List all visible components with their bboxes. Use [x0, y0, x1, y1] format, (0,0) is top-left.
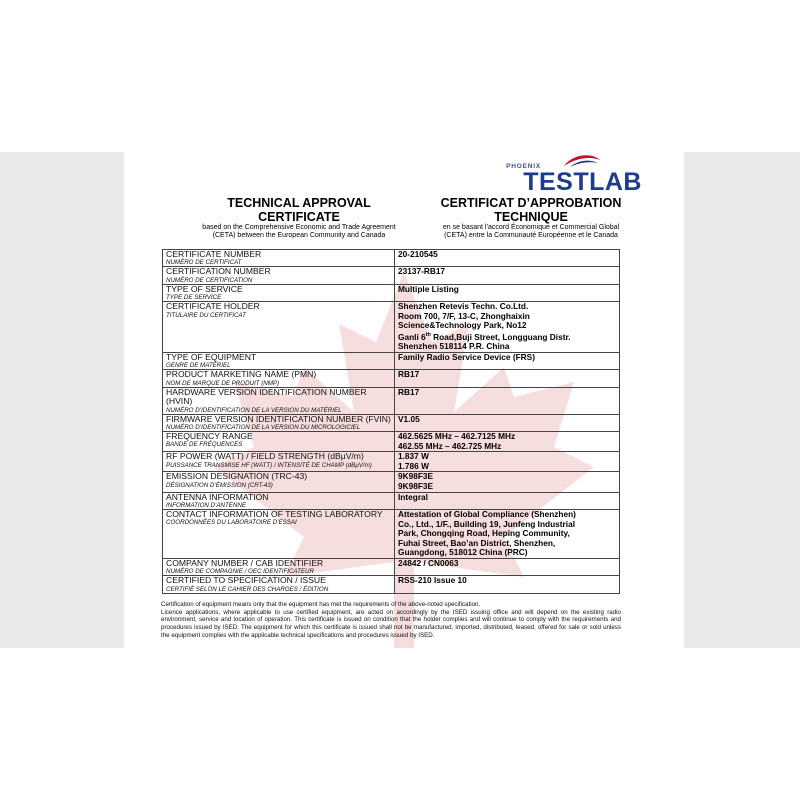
- label-en: ANTENNA INFORMATION: [166, 491, 269, 502]
- table-row: [163, 576, 620, 593]
- label-fr: DÉSIGNATION D’ÉMISSION (CRT-43): [166, 481, 273, 489]
- table-row: [163, 431, 620, 451]
- field-value: [395, 370, 620, 387]
- field-value: [395, 509, 620, 558]
- field-value: [395, 452, 620, 472]
- footer-paragraph: Certification of equipment means only that the equipment has met the requirements of the above-noted specification.: [161, 601, 481, 608]
- label-en: CONTACT INFORMATION OF TESTING LABORATORY: [166, 508, 383, 519]
- label-en: COMPANY NUMBER / CAB IDENTIFIER: [166, 557, 324, 568]
- table-row: [163, 267, 620, 284]
- value-line: Attestation of Global Compliance (Shenzhen): [398, 508, 576, 519]
- label-en: HARDWARE VERSION IDENTIFICATION NUMBER (HVIN): [166, 386, 367, 407]
- label-fr: TYPE DE SERVICE: [166, 294, 222, 302]
- field-value: [395, 267, 620, 284]
- label-fr: GENRE DE MATÉRIEL: [166, 362, 231, 370]
- subtitle-line: en se basant l’accord Économique et Commercial Global: [442, 224, 620, 231]
- table-row: [163, 492, 620, 509]
- value-line: 462.55 MHz – 462.725 MHz: [398, 440, 502, 451]
- value-line: 23137-RB17: [398, 266, 446, 277]
- value-line: Fuhai Street, Bao’an District, Shenzhen,: [398, 537, 556, 548]
- field-label: [163, 352, 395, 369]
- field-value: [395, 558, 620, 575]
- testlab-logo: [492, 154, 642, 196]
- value-line: 1.786 W: [398, 460, 429, 471]
- field-value: [395, 302, 620, 353]
- certificate-page: [124, 152, 684, 648]
- value-line: 20-210545: [398, 249, 438, 259]
- footer-paragraph: Licence applications, where applicable to use certified equipment, are acted on accordingly by the ISED issuing office and will depend on the existing radio environment, service and location of operation. This certificate is issued on condition that the holder complies and will continue to comply with the requirements and procedures issued by ISED. The equipment for which this certificate is issued shall not be manufactured, imported, distributed, leased, offered for sale or sold unless the equipment complies with the applicable technical specifications and procedures issued by ISED.: [161, 608, 621, 639]
- title-line: TECHNICAL APPROVAL: [227, 196, 371, 210]
- label-fr: NUMÉRO DE CERTIFICATION: [166, 276, 253, 284]
- field-label: [163, 250, 395, 267]
- table-row: [163, 387, 620, 414]
- label-en: CERTIFICATE HOLDER: [166, 301, 260, 312]
- title-line: CERTIFICATE: [258, 210, 340, 224]
- value-line: Science&Technology Park, No12: [398, 320, 527, 331]
- label-fr: NOM DE MARQUE DE PRODUIT (NMP): [166, 379, 280, 387]
- table-row: [163, 452, 620, 472]
- field-label: [163, 284, 395, 301]
- label-fr: NUMÉRO DE COMPAGNIE / OEC IDENTIFICATEUR: [166, 568, 314, 576]
- field-label: [163, 472, 395, 492]
- value-line: 462.5625 MHz – 462.7125 MHz: [398, 430, 516, 441]
- field-value: [395, 352, 620, 369]
- table-row: [163, 370, 620, 387]
- label-fr: COORDONNÉES DU LABORATOIRE D’ESSAI: [166, 519, 297, 527]
- table-row: [163, 558, 620, 575]
- subtitle-line: based on the Comprehensive Economic and Trade Agreement: [202, 224, 396, 231]
- field-value: [395, 472, 620, 492]
- table-row: [163, 302, 620, 353]
- field-label: [163, 414, 395, 431]
- field-label: [163, 370, 395, 387]
- field-label: [163, 509, 395, 558]
- value-line: RSS-210 Issue 10: [398, 575, 467, 586]
- table-row: [163, 352, 620, 369]
- field-label: [163, 387, 395, 414]
- value-line: Family Radio Service Device (FRS): [398, 351, 535, 362]
- table-row: [163, 250, 620, 267]
- label-en: CERTIFICATE NUMBER: [166, 249, 262, 259]
- value-line: 9K98F3E: [398, 471, 434, 482]
- value-line: Co., Ltd., 1/F., Building 19, Junfeng Industrial: [398, 518, 576, 529]
- heading-english: [174, 196, 424, 240]
- field-value: [395, 431, 620, 451]
- certificate-table: [162, 249, 620, 594]
- label-en: TYPE OF SERVICE: [166, 283, 243, 294]
- label-en: FREQUENCY RANGE: [166, 430, 253, 441]
- field-value: [395, 284, 620, 301]
- label-en: RF POWER (WATT) / FIELD STRENGTH (dBµV/m): [166, 451, 364, 462]
- value-line: V1.05: [398, 413, 420, 424]
- label-fr: PUISSANCE TRANSMISE HF (WATT) / INTENSITÉ DE CHAMP (dBµV/m): [166, 461, 372, 469]
- subtitle-line: (CETA) entre la Communauté Européenne et le Canada: [444, 232, 618, 239]
- value-line: Guangdong, 518012 China (PRC): [398, 547, 528, 558]
- field-value: [395, 414, 620, 431]
- label-fr: CERTIFIÉ SELON LE CAHIER DES CHARGES / ÉDITION: [166, 585, 329, 593]
- field-label: [163, 452, 395, 472]
- logo-swoosh-icon: [562, 152, 602, 168]
- label-en: CERTIFIED TO SPECIFICATION / ISSUE: [166, 575, 326, 586]
- label-en: FIRMWARE VERSION IDENTIFICATION NUMBER (FVIN): [166, 413, 391, 424]
- value-line: Integral: [398, 491, 428, 502]
- label-fr: TITULAIRE DU CERTIFICAT: [166, 311, 246, 319]
- value-line: Multiple Listing: [398, 283, 459, 294]
- title-line: CERTIFICAT D’APPROBATION: [440, 196, 622, 210]
- label-en: EMISSION DESIGNATION (TRC-43): [166, 471, 308, 482]
- heading-french: [426, 196, 636, 240]
- table-row: [163, 509, 620, 558]
- table-row: [163, 472, 620, 492]
- label-fr: NUMÉRO D’IDENTIFICATION DE LA VERSION DU MATÉRIEL: [166, 406, 342, 414]
- value-line: RB17: [398, 386, 420, 397]
- value-line: Park, Chongqing Road, Heping Community,: [398, 528, 570, 539]
- value-line: 24842 / CN0063: [398, 557, 459, 568]
- label-fr: INFORMATION D’ANTENNE: [166, 501, 246, 509]
- field-label: [163, 492, 395, 509]
- label-fr: NUMÉRO DE CERTIFICAT: [166, 259, 242, 267]
- title-line: TECHNIQUE: [494, 210, 568, 224]
- value-line: Shenzhen 518114 P.R. China: [398, 341, 510, 352]
- footer-notice: [161, 601, 621, 640]
- field-value: [395, 387, 620, 414]
- label-en: PRODUCT MARKETING NAME (PMN): [166, 369, 317, 380]
- value-part: Road,Buji Street, Longguang Distr.: [430, 331, 571, 342]
- field-value: [395, 250, 620, 267]
- value-line: 1.837 W: [398, 451, 429, 462]
- logo-phoenix-text: PHOENIX: [506, 163, 541, 170]
- field-value: [395, 492, 620, 509]
- field-label: [163, 431, 395, 451]
- table-row: [163, 414, 620, 431]
- value-line: Room 700, 7/F, 13-C, Zhonghaixin: [398, 310, 530, 321]
- label-fr: NUMÉRO D’IDENTIFICATION DE LA VERSION DU MICROLOGICIEL: [166, 423, 361, 431]
- subtitle-line: (CETA) between the European Community and Canada: [212, 232, 386, 239]
- field-label: [163, 267, 395, 284]
- logo-testlab-text: TESTLAB: [523, 168, 642, 196]
- label-en: TYPE OF EQUIPMENT: [166, 351, 257, 362]
- field-label: [163, 576, 395, 593]
- field-value: [395, 576, 620, 593]
- table-row: [163, 284, 620, 301]
- value-part: Ganli 6: [398, 331, 426, 342]
- value-superscript: th: [425, 332, 431, 338]
- field-label: [163, 558, 395, 575]
- value-line: 9K98F3E: [398, 480, 434, 491]
- value-line: Shenzhen Retevis Techn. Co.Ltd.: [398, 301, 529, 312]
- field-label: [163, 302, 395, 353]
- value-line: RB17: [398, 369, 420, 380]
- label-en: CERTIFICATION NUMBER: [166, 266, 271, 277]
- label-fr: BANDE DE FRÉQUENCES: [166, 441, 243, 449]
